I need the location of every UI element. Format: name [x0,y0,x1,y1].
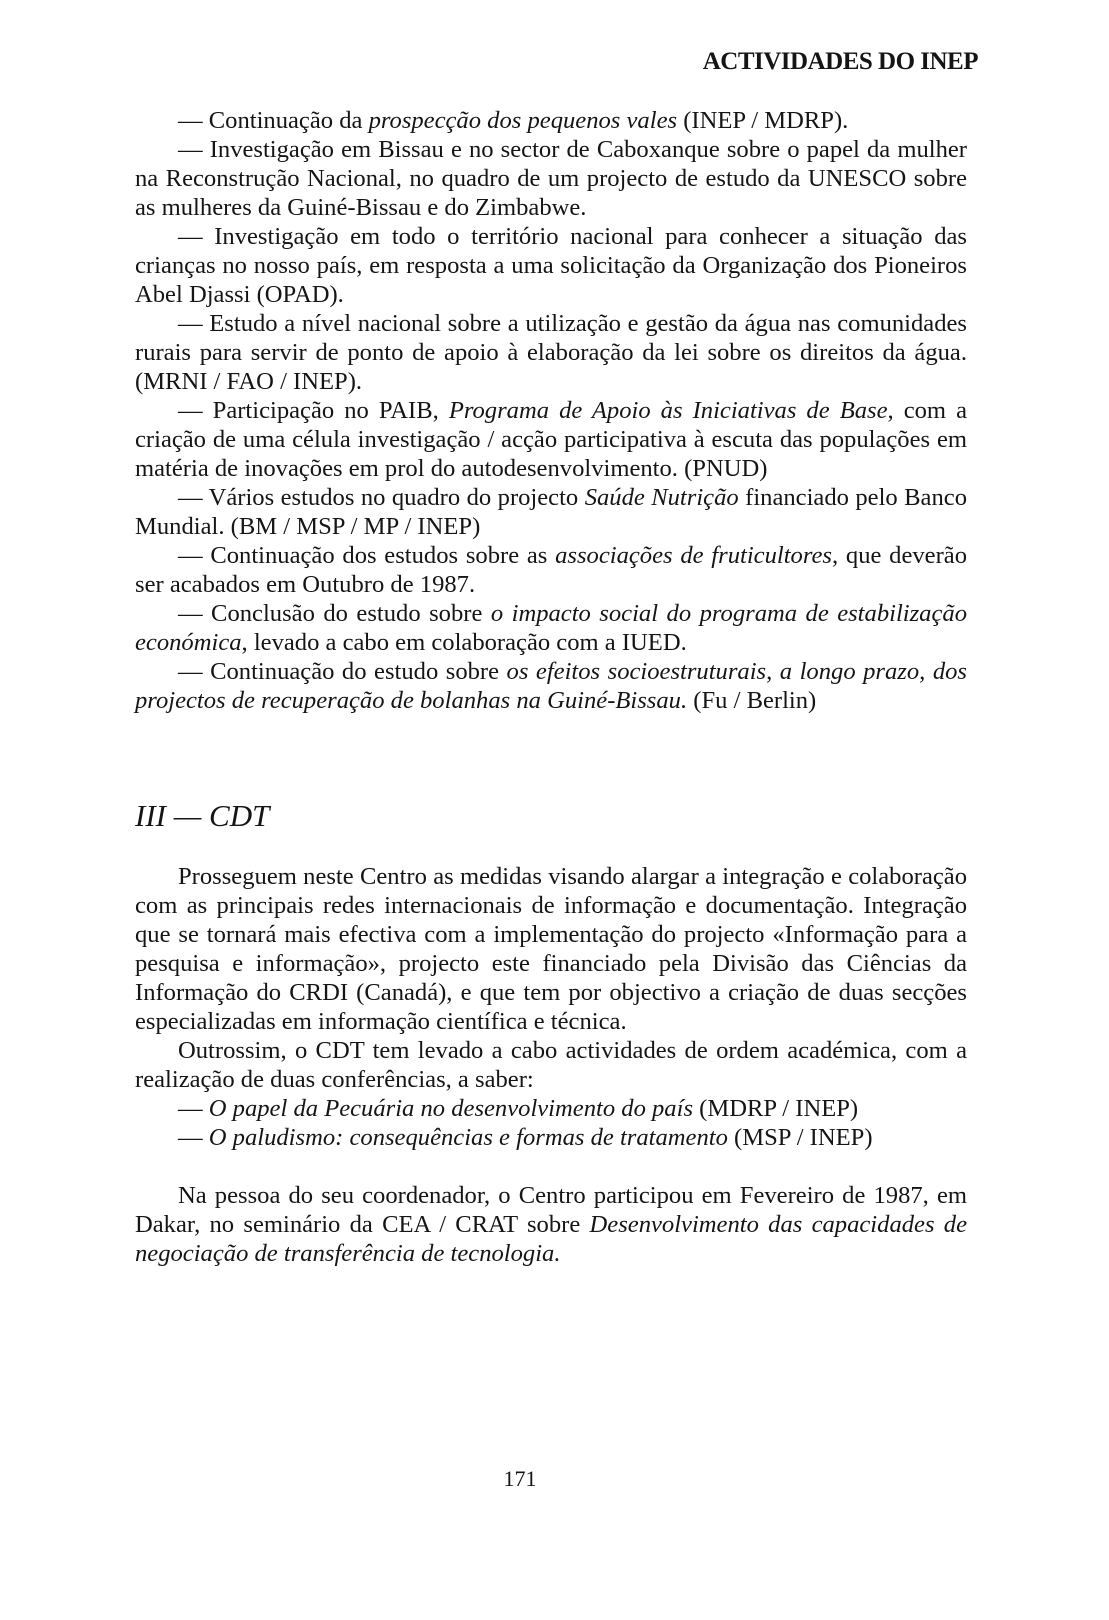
text-run: (INEP / MDRP). [677,107,849,134]
conference-item [135,1123,967,1152]
text-run: — Vários estudos no quadro do projecto [178,484,585,511]
text-run: (Fu / Berlin) [687,687,817,714]
activity-item [135,396,967,483]
running-header: ACTIVIDADES DO INEP [702,48,978,75]
text-run: Outrossim, o CDT tem levado a cabo actividades de ordem académica, com a realização de duas conferências, a saber: [135,1037,967,1093]
activity-item [135,599,967,657]
activity-item [135,483,967,541]
text-run: (MSP / INEP) [727,1124,873,1151]
italic-text: os efeitos socioestruturais, a longo prazo, dos projectos de recuperação de bolanhas na Guiné-Bissau. [135,658,967,714]
activity-item [135,657,967,715]
activity-item [135,541,967,599]
text-run: , com a criação de uma célula investigação / acção participativa à escuta das populações em matéria de inovações em prol do autodesenvolvimento. (PNUD) [135,397,967,482]
activity-item [135,222,967,309]
section-heading-cdt: III — CDT [135,798,270,833]
closing-paragraph [135,1181,967,1268]
italic-text: Desenvolvimento das capacidades de negociação de transferência de tecnologia. [135,1211,967,1267]
text-run: — [178,1124,209,1151]
text-run: — Continuação do estudo sobre [178,658,507,685]
text-run: — [178,1095,209,1122]
text-run: — Estudo a nível nacional sobre a utilização e gestão da água nas comunidades rurais para servir de ponto de apoio à elaboração da lei sobre os direitos da água. (MRNI / FAO / INEP). [135,310,967,395]
italic-text: associações de fruticultores [555,542,832,569]
text-run: Prosseguem neste Centro as medidas visando alargar a integração e colaboração com as principais redes internacionais de informação e documentação. Integração que se tornará mais efectiva com a implementação do projecto «Informação para a pesquisa e informação», projecto este financiado pela Divisão das Ciências da Informação do CRDI (Canadá), e que tem por objectivo a criação de duas secções especializadas em informação científica e técnica. [135,863,967,1035]
activity-item [135,106,967,135]
italic-text: prospecção dos pequenos vales [368,107,678,134]
text-run: — Continuação dos estudos sobre as [178,542,556,569]
activity-item [135,135,967,222]
text-run: — Participação no PAIB, [178,397,449,424]
text-run: — Investigação em Bissau e no sector de Caboxanque sobre o papel da mulher na Reconstrução Nacional, no quadro de um projecto de estudo da UNESCO sobre as mulheres da Guiné-Bissau e do Zimbabwe. [135,136,967,221]
section-inep-activities [135,106,967,715]
activity-item [135,309,967,396]
italic-text: o impacto social do programa de estabilização económica [135,600,967,656]
italic-text: Saúde Nutrição [584,484,739,511]
text-run: — Conclusão do estudo sobre [178,600,491,627]
section-cdt-body [135,862,967,1268]
paragraph [135,1036,967,1094]
conference-item [135,1094,967,1123]
text-run: — Continuação da [178,107,369,134]
text-run: financiado pelo Banco Mundial. (BM / MSP / MP / INEP) [135,484,967,540]
page-number: 171 [503,1466,537,1491]
italic-text: O paludismo: consequências e formas de tratamento [208,1124,728,1151]
text-run: , levado a cabo em colaboração com a IUED. [241,629,687,656]
text-run: — Investigação em todo o território nacional para conhecer a situação das crianças no nosso país, em resposta a uma solicitação da Organização dos Pioneiros Abel Djassi (OPAD). [135,223,967,308]
text-run: , que deverão ser acabados em Outubro de 1987. [135,542,967,598]
paragraph [135,862,967,1036]
text-run: (MDRP / INEP) [693,1095,859,1122]
italic-text: Programa de Apoio às Iniciativas de Base [448,397,888,424]
text-run: Na pessoa do seu coordenador, o Centro participou em Fevereiro de 1987, em Dakar, no seminário da CEA / CRAT sobre [135,1182,967,1238]
italic-text: O papel da Pecuária no desenvolvimento do país [208,1095,694,1122]
